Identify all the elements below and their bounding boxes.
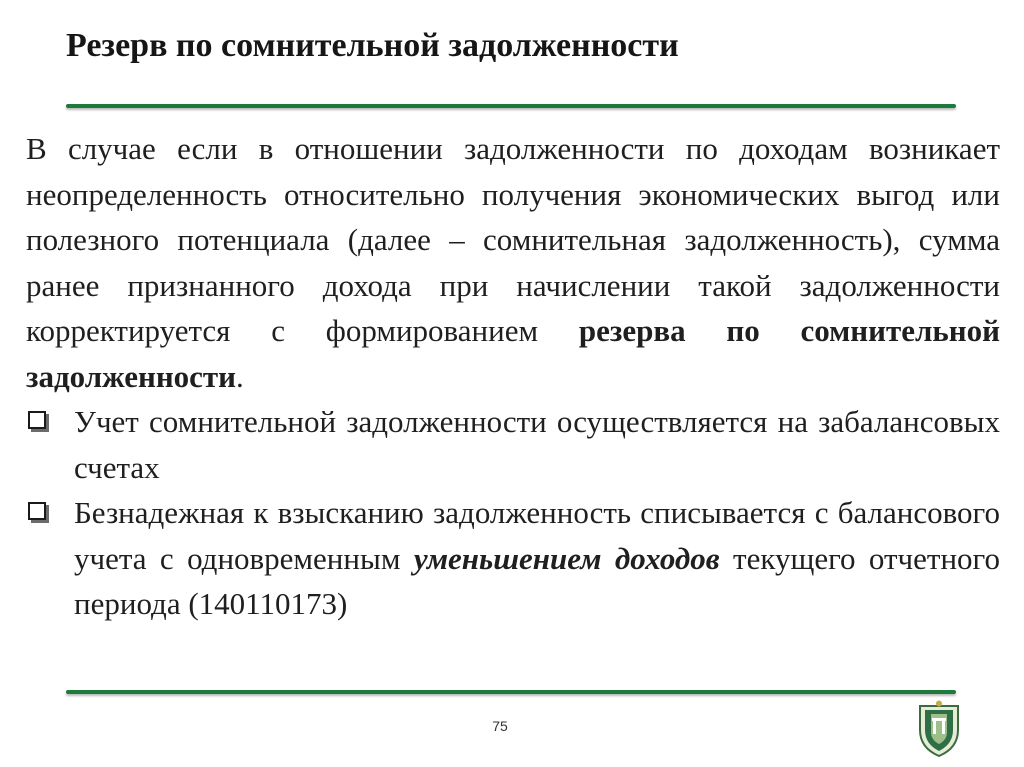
list-item — [26, 399, 1000, 490]
title-divider — [66, 104, 956, 108]
intro-term: резерва по сомнительной задолженности — [26, 313, 1000, 394]
intro-period: . — [236, 358, 244, 394]
bullet-text: Безнадежная к взысканию задолженность списывается с балансового учета с одновременным — [74, 495, 1000, 576]
bullet-emphasis: уменьшением доходов — [413, 540, 720, 576]
slide-body — [26, 126, 1000, 627]
intro-text: В случае если в отношении задолженности по доходам возникает неопределенность относительно получения экономических выгод или полезного потенциала (далее – сомнительная задолженность), сумма ранее признанного дохода при начислении такой задолженности корректируется с формированием — [26, 131, 1000, 348]
checkbox-icon — [28, 411, 46, 429]
slide-title: Резерв по сомнительной задолженности — [66, 27, 679, 64]
bullet-text: Учет сомнительной задолженности осуществляется на забалансовых счетах — [74, 404, 1000, 485]
bullet-list — [26, 399, 1000, 627]
treasury-emblem-icon — [917, 700, 961, 758]
intro-paragraph — [26, 126, 1000, 399]
footer-divider — [66, 690, 956, 694]
page-number: 75 — [492, 718, 508, 734]
bullet-text-end: текущего отчетного периода (140110173) — [74, 540, 1000, 621]
list-item — [26, 490, 1000, 627]
checkbox-icon — [28, 502, 46, 520]
